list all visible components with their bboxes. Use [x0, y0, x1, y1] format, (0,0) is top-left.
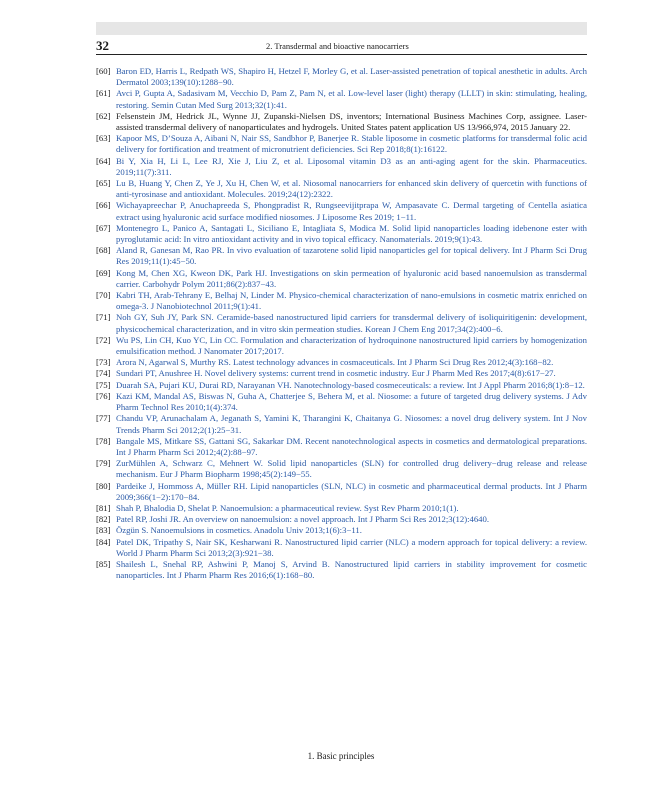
reference-link[interactable]: Sundari PT, Anushree H. Novel delivery systems: current trend in cosmetic industry. Eur J Pharm Med Res 2017;4(8):617−27. — [116, 368, 556, 379]
reference-number: [64] — [96, 155, 111, 166]
reference-number: [79] — [96, 458, 111, 469]
reference-number: [66] — [96, 200, 111, 211]
reference-list — [96, 66, 587, 581]
reference-link[interactable]: Arora N, Agarwal S, Murthy RS. Latest technology advances in cosmaceuticals. Int J Pharm Sci Drug Res 2012;4(3):168−82. — [116, 357, 554, 368]
reference-item — [96, 537, 587, 559]
reference-number: [78] — [96, 435, 111, 446]
reference-item — [96, 200, 587, 222]
reference-number: [68] — [96, 245, 111, 256]
reference-link[interactable]: Chandu VP, Arunachalam A, Jeganath S, Yamini K, Tharangini K, Chaitanya G. Niosomes: a novel drug delivery system. Int J Nov Trends Pharm Sci 2012;2(1):25−31. — [116, 413, 587, 435]
reference-link[interactable]: Kong M, Chen XG, Kweon DK, Park HJ. Investigations on skin permeation of hyaluronic acid based nanoemulsion as transdermal carrier. Carbohydr Polym 2011;86(2):837−43. — [116, 267, 587, 289]
reference-link[interactable]: Shah P, Bhalodia D, Shelat P. Nanoemulsion: a pharmaceutical review. Syst Rev Pharm 2010;1(1). — [116, 502, 459, 513]
page-number: 32 — [96, 38, 109, 53]
reference-link[interactable]: Bi Y, Xia H, Li L, Lee RJ, Xie J, Liu Z, et al. Liposomal vitamin D3 as an anti-aging agent for the skin. Pharmaceutics. 2019;11(7):311. — [116, 155, 587, 177]
reference-number: [69] — [96, 267, 111, 278]
reference-link[interactable]: ZurMühlen A, Schwarz C, Mehnert W. Solid lipid nanoparticles (SLN) for controlled drug delivery−drug release and release mechanism. Eur J Pharm Biopharm 1998;45(2):149−55. — [116, 458, 587, 480]
reference-link[interactable]: Kabri TH, Arab-Tehrany E, Belhaj N, Linder M. Physico-chemical characterization of nano-emulsions in cosmetic matrix enriched on omega-3. J Nanobiotechnol 2011;9(1):41. — [116, 290, 587, 312]
reference-item — [96, 368, 587, 379]
reference-number: [85] — [96, 558, 111, 569]
header-band — [96, 22, 587, 35]
reference-item — [96, 413, 587, 435]
page-footer — [0, 751, 648, 761]
reference-link[interactable]: Patel DK, Tripathy S, Nair SK, Kesharwani R. Nanostructured lipid carrier (NLC) a modern approach for topical delivery: a review. World J Pharm Pharm Sci 2013;2(3):921−38. — [116, 536, 587, 558]
reference-number: [76] — [96, 390, 111, 401]
reference-item — [96, 335, 587, 357]
reference-link[interactable]: Özgün S. Nanoemulsions in cosmetics. Anadolu Univ 2013;1(6):3−11. — [116, 525, 362, 536]
reference-link[interactable]: Patel RP, Joshi JR. An overview on nanoemulsion: a novel approach. Int J Pharm Sci Res 2012;3(12):4640. — [116, 514, 490, 525]
reference-link[interactable]: Baron ED, Harris L, Redpath WS, Shapiro H, Hetzel F, Morley G, et al. Laser-assisted penetration of topical anesthetic in adults. Arch Dermatol 2003;139(10):1288−90. — [116, 66, 587, 88]
reference-item — [96, 245, 587, 267]
footer-section-label: 1. Basic principles — [307, 751, 375, 761]
reference-link[interactable]: Kapoor MS, D’Souza A, Aibani N, Nair SS, Sandbhor P, Banerjee R. Stable liposome in cosmetic platforms for transdermal folic acid delivery for fortification and treatment of micronutrient deficiencies. Sci Rep 2018;8(1):16122. — [116, 133, 587, 155]
reference-item — [96, 133, 587, 155]
reference-link[interactable]: Montenegro L, Panico A, Santagati L, Siciliano E, Intagliata S, Modica M. Solid lipid nanoparticles loading idebenone ester with pyroglutamic acid: In vitro antioxidant activity and in vivo topical efficacy. Nanomaterials. 2019;9(1):43. — [116, 222, 587, 245]
reference-number: [71] — [96, 312, 111, 323]
reference-text: Felsenstein JM, Hedrick JL, Wynne JJ, Zupanski-Nielsen DS, inventors; International Business Machines Corp, assignee. Laser-assisted transdermal delivery of nanoparticulates and hydrogels. United States patent application US 13/966,974, 2015 January 22. — [116, 110, 587, 133]
reference-link[interactable]: Kazi KM, Mandal AS, Biswas N, Guha A, Chatterjee S, Behera M, et al. Niosome: a future of targeted drug delivery systems. J Adv Pharm Technol Res 2010;1(4):374. — [116, 390, 587, 413]
reference-number: [61] — [96, 88, 111, 99]
reference-number: [75] — [96, 379, 111, 390]
reference-link[interactable]: Duarah SA, Pujari KU, Durai RD, Narayanan VH. Nanotechnology-based cosmeceuticals: a review. Int J Appl Pharm 2016;8(1):8−12. — [116, 379, 585, 390]
reference-link[interactable]: Shailesh L, Snehal RP, Ashwini P, Manoj S, Arvind B. Nanostructured lipid carriers in stability improvement for cosmetic nanoparticles. Int J Pharm Pharm Res 2016;6(1):168−80. — [116, 558, 587, 581]
reference-item — [96, 111, 587, 133]
reference-number: [74] — [96, 368, 111, 379]
reference-item — [96, 525, 587, 536]
reference-number: [83] — [96, 525, 111, 536]
reference-link[interactable]: Bangale MS, Mitkare SS, Gattani SG, Sakarkar DM. Recent nanotechnological aspects in cosmetics and dermatological preparations. Int J Pharm Pharm Sci 2012;4(2):88−97. — [116, 435, 587, 457]
reference-number: [80] — [96, 480, 111, 491]
reference-item — [96, 290, 587, 312]
reference-item — [96, 312, 587, 334]
reference-item — [96, 66, 587, 88]
reference-item — [96, 268, 587, 290]
reference-item — [96, 380, 587, 391]
reference-item — [96, 436, 587, 458]
reference-number: [82] — [96, 514, 111, 525]
reference-number: [65] — [96, 178, 111, 189]
reference-number: [67] — [96, 222, 111, 233]
reference-item — [96, 223, 587, 245]
reference-number: [63] — [96, 133, 111, 144]
reference-number: [62] — [96, 110, 111, 121]
reference-number: [77] — [96, 413, 111, 424]
reference-link[interactable]: Avci P, Gupta A, Sadasivam M, Vecchio D, Pam Z, Pam N, et al. Low-level laser (light) therapy (LLLT) in skin: stimulating, healing, restoring. Semin Cutan Med Surg 2013;32(1):41. — [116, 88, 587, 110]
reference-item — [96, 559, 587, 581]
reference-link[interactable]: Wichayapreechar P, Anuchapreeda S, Phongpradist R, Rungseevijitprapa W, Ampasavate C. Dermal targeting of Centella asiatica extract using hyaluronic acid surface modified niosomes. J Liposome Res 2019; 1−11. — [116, 200, 587, 222]
reference-link[interactable]: Lu B, Huang Y, Chen Z, Ye J, Xu H, Chen W, et al. Niosomal nanocarriers for enhanced skin delivery of quercetin with functions of anti-tyrosinase and antioxidant. Molecules. 2019;24(12):2322. — [116, 178, 587, 200]
reference-item — [96, 178, 587, 200]
page-header — [96, 36, 587, 55]
reference-number: [72] — [96, 334, 111, 345]
reference-item — [96, 503, 587, 514]
reference-item — [96, 481, 587, 503]
reference-number: [60] — [96, 66, 111, 76]
reference-item — [96, 357, 587, 368]
reference-number: [70] — [96, 290, 111, 301]
reference-link[interactable]: Pardeike J, Hommoss A, Müller RH. Lipid nanoparticles (SLN, NLC) in cosmetic and pharmaceutical dermal products. Int J Pharm 2009;366(1−2):170−84. — [116, 480, 587, 502]
reference-number: [84] — [96, 536, 111, 547]
reference-item — [96, 88, 587, 110]
reference-item — [96, 391, 587, 413]
reference-link[interactable]: Aland R, Ganesan M, Rao PR. In vivo evaluation of tazarotene solid lipid nanoparticles gel for topical delivery. Int J Pharm Sci Drug Res 2019;11(1):45−50. — [116, 245, 587, 267]
reference-link[interactable]: Wu PS, Lin CH, Kuo YC, Lin CC. Formulation and characterization of hydroquinone nanostructured lipid carriers by homogenization emulsification method. J Nanomater 2017;2017. — [116, 334, 587, 357]
reference-link[interactable]: Noh GY, Suh JY, Park SN. Ceramide-based nanostructured lipid carriers for transdermal delivery of isoliquiritigenin: development, physicochemical characterization, and in vitro skin permeation studies. Korean J Chem Eng 2017;34(2):400−6. — [116, 312, 587, 334]
reference-number: [73] — [96, 357, 111, 368]
reference-item — [96, 156, 587, 178]
reference-number: [81] — [96, 502, 111, 513]
running-title: 2. Transdermal and bioactive nanocarriers — [266, 41, 409, 51]
reference-item — [96, 458, 587, 480]
reference-item — [96, 514, 587, 525]
